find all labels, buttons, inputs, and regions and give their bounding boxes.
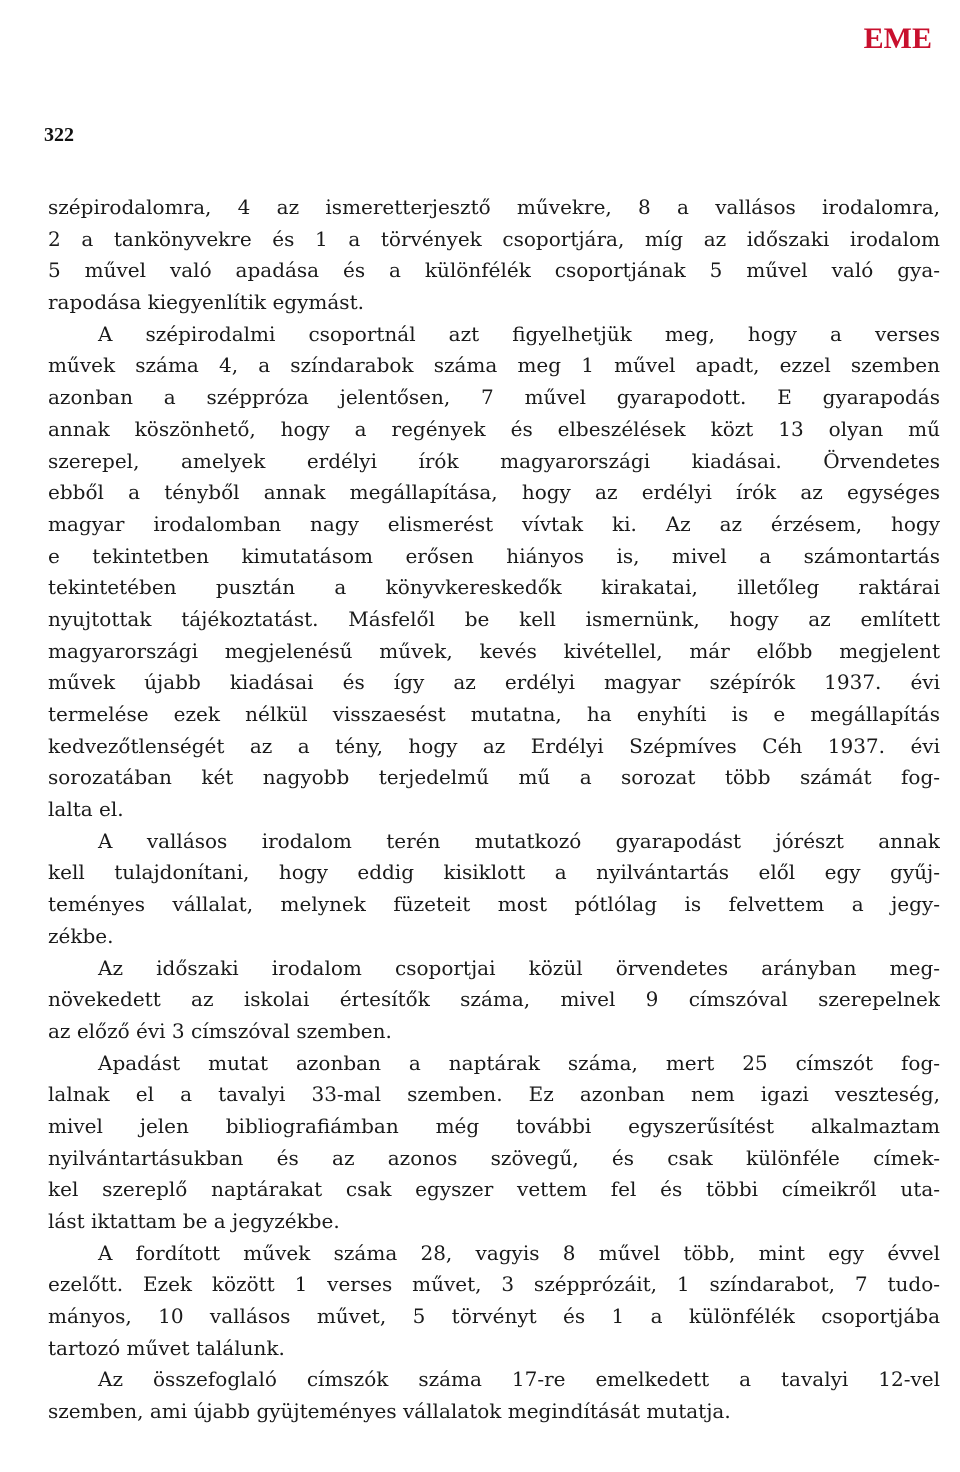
text-line: sorozatában két nagyobb terjedelmű mű a sorozat több számát fog- — [48, 765, 940, 790]
text-line: művek száma 4, a színdarabok száma meg 1 művel apadt, ezzel szemben — [48, 353, 940, 378]
text-line: ebből a tényből annak megállapítása, hogy az erdélyi írók az egységes — [48, 480, 940, 505]
text-line: zékbe. — [48, 923, 114, 948]
text-line: mányos, 10 vallásos művet, 5 törvényt és 1 a különfélék csoportjába — [48, 1304, 940, 1329]
text-line: mivel jelen bibliografiámban még további egyszerűsítést alkalmaztam — [48, 1113, 940, 1138]
text-line: az előző évi 3 címszóval szemben. — [48, 1018, 392, 1043]
text-line: lást iktattam be a jegyzékbe. — [48, 1209, 340, 1233]
text-line: 2 a tankönyvekre és 1 a törvények csoportjára, míg az időszaki irodalom — [48, 226, 940, 251]
text-line: tartozó művet találunk. — [48, 1335, 285, 1360]
text-line: nyilvántartásukban és az azonos szövegű, és csak különféle címek- — [48, 1145, 940, 1170]
text-line: Az időszaki irodalom csoportjai közül örvendetes arányban meg- — [98, 955, 940, 980]
text-line: A fordított művek száma 28, vagyis 8 művel több, mint egy évvel — [98, 1240, 940, 1265]
text-line: 5 művel való apadása és a különfélék csoportjának 5 művel való gya- — [48, 258, 940, 283]
text-line: termelése ezek nélkül visszaesést mutatna, ha enyhíti is e megállapítás — [48, 702, 940, 726]
logo-text: EME — [863, 22, 932, 55]
text-line: szerepel, amelyek erdélyi írók magyarországi kiadásai. Örvendetes — [48, 448, 940, 473]
text-line: magyarországi megjelenésű művek, kevés kivétellel, már előbb megjelent — [48, 638, 940, 663]
text-line: Apadást mutat azonban a naptárak száma, mert 25 címszót fog- — [98, 1050, 940, 1075]
paragraph — [48, 319, 940, 826]
text-line: művek újabb kiadásai és így az erdélyi magyar szépírók 1937. évi — [48, 670, 940, 695]
paragraph — [48, 1238, 940, 1365]
paragraph — [48, 826, 940, 953]
text-line: szépirodalomra, 4 az ismeretterjesztő művekre, 8 a vallásos irodalomra, — [48, 195, 940, 219]
text-line: azonban a széppróza jelentősen, 7 művel gyarapodott. E gyarapodás — [48, 385, 940, 410]
text-line: annak köszönhető, hogy a regények és elbeszélések közt 13 olyan mű — [48, 416, 940, 441]
text-line: szemben, ami újabb gyüjteményes vállalatok megindítását mutatja. — [48, 1399, 731, 1424]
page-number: 322 — [44, 124, 74, 146]
body-text — [48, 192, 940, 1428]
paragraph — [48, 192, 940, 319]
text-line: tekintetében pusztán a könyvkereskedők kirakatai, illetőleg raktárai — [48, 575, 940, 600]
paragraph — [48, 1048, 940, 1238]
text-line: lalta el. — [48, 797, 124, 822]
text-line: kedvezőtlenségét az a tény, hogy az Erdélyi Szépmíves Céh 1937. évi — [48, 733, 940, 758]
text-line: A szépirodalmi csoportnál azt figyelhetjük meg, hogy a verses — [98, 321, 940, 346]
text-line: nyujtottak tájékoztatást. Másfelől be kell ismernünk, hogy az említett — [48, 606, 940, 631]
text-line: növekedett az iskolai értesítők száma, mivel 9 címszóval szerepelnek — [48, 987, 940, 1012]
text-line: Az összefoglaló címszók száma 17-re emelkedett a tavalyi 12-vel — [98, 1367, 940, 1392]
eme-logo — [864, 22, 932, 56]
text-line: A vallásos irodalom terén mutatkozó gyarapodást jórészt annak — [98, 828, 940, 853]
paragraph — [48, 1364, 940, 1427]
text-line: kel szereplő naptárakat csak egyszer vettem fel és többi címeikről uta- — [48, 1177, 940, 1202]
text-line: kell tulajdonítani, hogy eddig kisiklott a nyilvántartás elől egy gyűj- — [48, 860, 940, 885]
text-line: ezelőtt. Ezek között 1 verses művet, 3 szépprózáit, 1 színdarabot, 7 tudo- — [48, 1272, 940, 1297]
text-line: lalnak el a tavalyi 33-mal szemben. Ez azonban nem igazi veszteség, — [48, 1082, 940, 1107]
text-line: rapodása kiegyenlítik egymást. — [48, 290, 364, 315]
text-line: magyar irodalomban nagy elismerést vívtak ki. Az az érzésem, hogy — [48, 511, 940, 536]
text-line: teményes vállalat, melynek füzeteit most pótlólag is felvettem a jegy- — [48, 892, 940, 917]
paragraph — [48, 953, 940, 1048]
text-line: e tekintetben kimutatásom erősen hiányos is, mivel a számontartás — [48, 543, 940, 568]
